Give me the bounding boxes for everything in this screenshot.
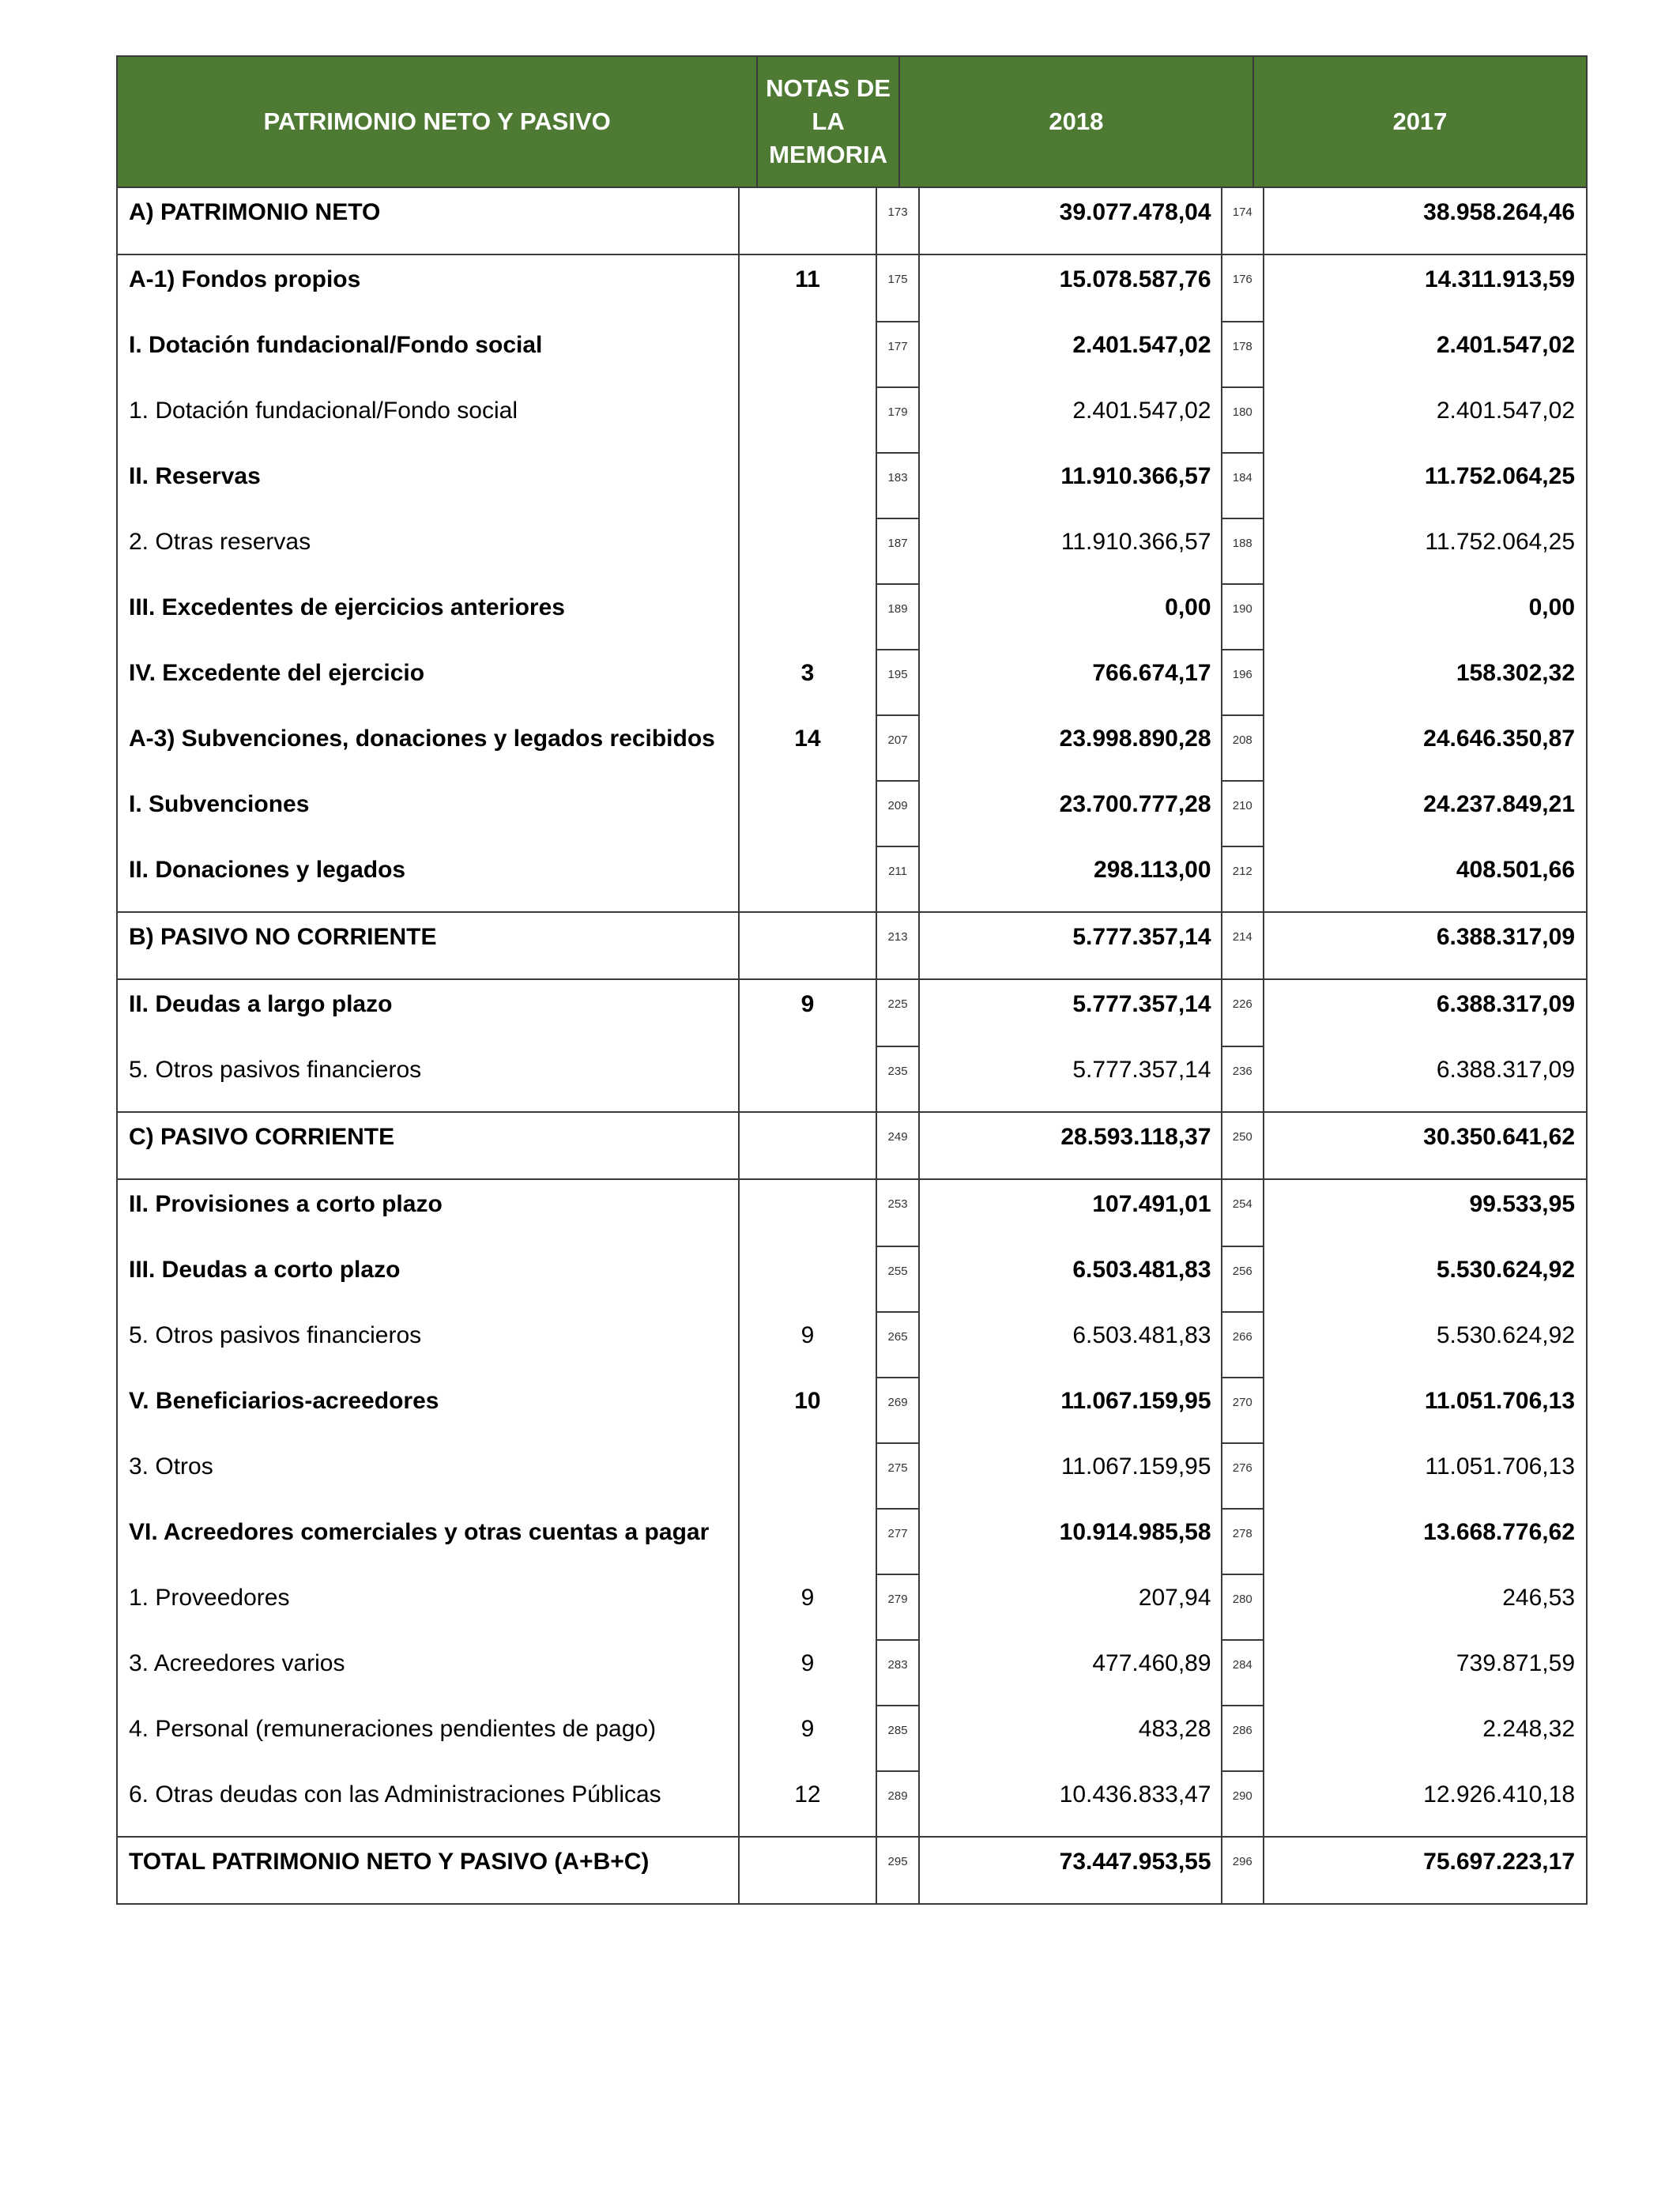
header-notes: NOTAS DE LA MEMORIA xyxy=(758,57,900,187)
row-label: B) PASIVO NO CORRIENTE xyxy=(118,913,740,978)
table-row xyxy=(118,980,1586,1046)
row-note: 9 xyxy=(740,1639,878,1705)
row-amount-2018: 766.674,17 xyxy=(920,649,1222,714)
row-amount-2018: 0,00 xyxy=(920,583,1222,649)
row-amount-2017: 2.248,32 xyxy=(1482,1716,1576,1742)
row-amount-2018: 23.998.890,28 xyxy=(920,714,1222,780)
row-amount-2017: 158.302,32 xyxy=(1456,660,1576,686)
row-label: III. Deudas a corto plazo xyxy=(118,1246,740,1311)
row-note xyxy=(740,188,878,254)
row-code-2017: 210 xyxy=(1222,780,1264,846)
row-label: III. Excedentes de ejercicios anteriores xyxy=(118,583,740,649)
row-label: 2. Otras reservas xyxy=(118,518,740,583)
table-row xyxy=(118,1311,1586,1377)
row-code-2018: 179 xyxy=(877,386,919,452)
row-amount-2017: 24.237.849,21 xyxy=(1423,791,1576,817)
row-note xyxy=(740,583,878,649)
row-amount-2018: 15.078.587,76 xyxy=(920,255,1222,321)
row-code-2017: 270 xyxy=(1222,1377,1264,1442)
table-row xyxy=(118,714,1586,780)
row-amount-2018: 10.914.985,58 xyxy=(920,1508,1222,1574)
table-row xyxy=(118,188,1586,254)
table-row xyxy=(118,1046,1586,1111)
table-group xyxy=(116,1838,1588,1905)
row-note: 9 xyxy=(740,1574,878,1639)
row-code-2017: 290 xyxy=(1222,1770,1264,1836)
row-amount-2017: 0,00 xyxy=(1528,594,1576,620)
row-note xyxy=(740,846,878,911)
table-row xyxy=(118,452,1586,518)
row-amount-2017: 11.752.064,25 xyxy=(1425,529,1576,555)
row-code-2018: 183 xyxy=(877,452,919,518)
row-code-2018: 173 xyxy=(877,188,919,254)
row-note xyxy=(740,1046,878,1111)
row-amount-2017: 30.350.641,62 xyxy=(1423,1124,1576,1150)
row-code-2018: 277 xyxy=(877,1508,919,1574)
row-amount-2017: 6.388.317,09 xyxy=(1436,991,1576,1017)
table-body xyxy=(116,188,1588,1905)
table-row xyxy=(118,1770,1586,1836)
row-amount-2018: 28.593.118,37 xyxy=(920,1113,1222,1178)
row-note xyxy=(740,452,878,518)
table-row xyxy=(118,649,1586,714)
row-label: II. Provisiones a corto plazo xyxy=(118,1180,740,1246)
row-amount-2017: 408.501,66 xyxy=(1456,857,1576,883)
row-amount-2018: 11.067.159,95 xyxy=(920,1442,1222,1508)
table-row xyxy=(118,846,1586,911)
row-amount-2017: 38.958.264,46 xyxy=(1423,199,1576,225)
row-amount-2018: 23.700.777,28 xyxy=(920,780,1222,846)
table-row xyxy=(118,518,1586,583)
row-amount-2017: 12.926.410,18 xyxy=(1423,1781,1576,1808)
row-amount-2017: 13.668.776,62 xyxy=(1423,1519,1576,1545)
row-code-2017: 226 xyxy=(1222,980,1264,1046)
row-code-2018: 249 xyxy=(877,1113,919,1178)
row-label: 6. Otras deudas con las Administraciones Públicas xyxy=(118,1770,740,1836)
row-note xyxy=(740,1180,878,1246)
row-amount-2017: 11.051.706,13 xyxy=(1425,1453,1576,1480)
row-amount-2018: 73.447.953,55 xyxy=(920,1838,1222,1903)
row-note xyxy=(740,913,878,978)
row-note: 12 xyxy=(740,1770,878,1836)
table-row xyxy=(118,1574,1586,1639)
row-code-2018: 255 xyxy=(877,1246,919,1311)
balance-sheet xyxy=(116,55,1588,1905)
row-amount-2018: 11.910.366,57 xyxy=(920,518,1222,583)
row-code-2017: 286 xyxy=(1222,1705,1264,1770)
row-label: IV. Excedente del ejercicio xyxy=(118,649,740,714)
row-amount-2018: 107.491,01 xyxy=(920,1180,1222,1246)
table-group xyxy=(116,980,1588,1113)
row-note xyxy=(740,518,878,583)
row-amount-2017: 14.311.913,59 xyxy=(1424,266,1576,292)
row-code-2017: 190 xyxy=(1222,583,1264,649)
row-code-2018: 289 xyxy=(877,1770,919,1836)
row-amount-2017: 6.388.317,09 xyxy=(1436,924,1576,950)
row-note: 3 xyxy=(740,649,878,714)
row-label: 1. Proveedores xyxy=(118,1574,740,1639)
row-code-2017: 184 xyxy=(1222,452,1264,518)
row-code-2018: 211 xyxy=(877,846,919,911)
row-code-2017: 196 xyxy=(1222,649,1264,714)
row-code-2017: 266 xyxy=(1222,1311,1264,1377)
table-row xyxy=(118,1639,1586,1705)
row-label: II. Donaciones y legados xyxy=(118,846,740,911)
row-code-2018: 225 xyxy=(877,980,919,1046)
row-code-2018: 177 xyxy=(877,321,919,386)
row-label: C) PASIVO CORRIENTE xyxy=(118,1113,740,1178)
row-note xyxy=(740,780,878,846)
row-note xyxy=(740,321,878,386)
row-code-2017: 214 xyxy=(1222,913,1264,978)
row-note: 9 xyxy=(740,1311,878,1377)
table-header xyxy=(116,55,1588,188)
table-group xyxy=(116,188,1588,255)
row-code-2018: 279 xyxy=(877,1574,919,1639)
row-code-2017: 278 xyxy=(1222,1508,1264,1574)
row-code-2017: 250 xyxy=(1222,1113,1264,1178)
header-concept: PATRIMONIO NETO Y PASIVO xyxy=(118,57,758,187)
row-code-2018: 195 xyxy=(877,649,919,714)
row-label: 1. Dotación fundacional/Fondo social xyxy=(118,386,740,452)
row-label: A-3) Subvenciones, donaciones y legados recibidos xyxy=(118,714,740,780)
row-amount-2017: 6.388.317,09 xyxy=(1436,1057,1576,1083)
row-amount-2018: 5.777.357,14 xyxy=(920,913,1222,978)
row-amount-2018: 2.401.547,02 xyxy=(920,321,1222,386)
table-group xyxy=(116,1180,1588,1838)
row-code-2017: 256 xyxy=(1222,1246,1264,1311)
row-code-2018: 187 xyxy=(877,518,919,583)
row-note xyxy=(740,1508,878,1574)
row-code-2017: 296 xyxy=(1222,1838,1264,1903)
row-label: 3. Otros xyxy=(118,1442,740,1508)
row-amount-2017: 739.871,59 xyxy=(1456,1650,1576,1676)
row-note xyxy=(740,1246,878,1311)
row-amount-2017: 75.697.223,17 xyxy=(1423,1849,1576,1875)
row-note: 14 xyxy=(740,714,878,780)
row-note xyxy=(740,1442,878,1508)
row-code-2018: 207 xyxy=(877,714,919,780)
table-group xyxy=(116,1113,1588,1180)
row-code-2017: 284 xyxy=(1222,1639,1264,1705)
row-code-2018: 275 xyxy=(877,1442,919,1508)
row-label: V. Beneficiarios-acreedores xyxy=(118,1377,740,1442)
row-code-2018: 213 xyxy=(877,913,919,978)
table-group xyxy=(116,255,1588,913)
table-row xyxy=(118,1113,1586,1178)
table-row xyxy=(118,1377,1586,1442)
row-note xyxy=(740,386,878,452)
row-note xyxy=(740,1838,878,1903)
row-amount-2018: 2.401.547,02 xyxy=(920,386,1222,452)
row-code-2018: 253 xyxy=(877,1180,919,1246)
table-row xyxy=(118,780,1586,846)
row-amount-2018: 39.077.478,04 xyxy=(920,188,1222,254)
row-note: 11 xyxy=(740,255,878,321)
row-label: A) PATRIMONIO NETO xyxy=(118,188,740,254)
table-row xyxy=(118,1180,1586,1246)
row-label: II. Reservas xyxy=(118,452,740,518)
row-amount-2018: 10.436.833,47 xyxy=(920,1770,1222,1836)
row-code-2018: 285 xyxy=(877,1705,919,1770)
row-amount-2018: 6.503.481,83 xyxy=(920,1246,1222,1311)
row-code-2018: 175 xyxy=(877,255,919,321)
row-amount-2018: 477.460,89 xyxy=(920,1639,1222,1705)
row-amount-2017: 2.401.547,02 xyxy=(1436,332,1576,358)
row-amount-2017: 11.752.064,25 xyxy=(1424,463,1576,489)
row-amount-2017: 5.530.624,92 xyxy=(1436,1257,1576,1283)
row-note xyxy=(740,1113,878,1178)
row-label: 4. Personal (remuneraciones pendientes de pago) xyxy=(118,1705,740,1770)
row-code-2018: 283 xyxy=(877,1639,919,1705)
row-note: 9 xyxy=(740,1705,878,1770)
header-2017: 2017 xyxy=(1392,107,1448,136)
row-code-2017: 276 xyxy=(1222,1442,1264,1508)
row-code-2017: 236 xyxy=(1222,1046,1264,1111)
row-note: 9 xyxy=(740,980,878,1046)
row-amount-2017: 24.646.350,87 xyxy=(1423,726,1576,752)
row-code-2017: 254 xyxy=(1222,1180,1264,1246)
row-amount-2018: 5.777.357,14 xyxy=(920,980,1222,1046)
row-code-2018: 189 xyxy=(877,583,919,649)
row-label: VI. Acreedores comerciales y otras cuentas a pagar xyxy=(118,1508,740,1574)
row-amount-2017: 11.051.706,13 xyxy=(1424,1388,1576,1414)
row-amount-2018: 11.910.366,57 xyxy=(920,452,1222,518)
row-amount-2018: 483,28 xyxy=(920,1705,1222,1770)
row-code-2017: 188 xyxy=(1222,518,1264,583)
row-code-2017: 212 xyxy=(1222,846,1264,911)
row-label: TOTAL PATRIMONIO NETO Y PASIVO (A+B+C) xyxy=(118,1838,740,1903)
row-label: II. Deudas a largo plazo xyxy=(118,980,740,1046)
table-row xyxy=(118,386,1586,452)
row-amount-2017: 99.533,95 xyxy=(1469,1191,1576,1217)
row-code-2017: 176 xyxy=(1222,255,1264,321)
row-label: A-1) Fondos propios xyxy=(118,255,740,321)
row-code-2018: 209 xyxy=(877,780,919,846)
table-row xyxy=(118,1508,1586,1574)
table-row xyxy=(118,255,1586,321)
table-row xyxy=(118,1705,1586,1770)
row-amount-2017: 2.401.547,02 xyxy=(1436,398,1576,424)
table-row xyxy=(118,321,1586,386)
row-code-2018: 265 xyxy=(877,1311,919,1377)
row-amount-2018: 6.503.481,83 xyxy=(920,1311,1222,1377)
table-group xyxy=(116,913,1588,980)
row-note: 10 xyxy=(740,1377,878,1442)
row-amount-2017: 5.530.624,92 xyxy=(1436,1322,1576,1348)
row-code-2017: 208 xyxy=(1222,714,1264,780)
row-label: 3. Acreedores varios xyxy=(118,1639,740,1705)
row-code-2017: 178 xyxy=(1222,321,1264,386)
row-label: 5. Otros pasivos financieros xyxy=(118,1046,740,1111)
table-row xyxy=(118,583,1586,649)
row-label: I. Subvenciones xyxy=(118,780,740,846)
row-amount-2018: 207,94 xyxy=(920,1574,1222,1639)
row-code-2017: 180 xyxy=(1222,386,1264,452)
row-code-2018: 269 xyxy=(877,1377,919,1442)
row-label: 5. Otros pasivos financieros xyxy=(118,1311,740,1377)
table-row xyxy=(118,913,1586,978)
row-code-2018: 295 xyxy=(877,1838,919,1903)
row-code-2017: 280 xyxy=(1222,1574,1264,1639)
row-code-2017: 174 xyxy=(1222,188,1264,254)
row-amount-2018: 11.067.159,95 xyxy=(920,1377,1222,1442)
row-code-2018: 235 xyxy=(877,1046,919,1111)
table-row xyxy=(118,1838,1586,1903)
header-2018: 2018 xyxy=(900,57,1254,187)
row-amount-2017: 246,53 xyxy=(1502,1585,1576,1611)
row-amount-2018: 5.777.357,14 xyxy=(920,1046,1222,1111)
table-row xyxy=(118,1442,1586,1508)
table-row xyxy=(118,1246,1586,1311)
row-label: I. Dotación fundacional/Fondo social xyxy=(118,321,740,386)
row-amount-2018: 298.113,00 xyxy=(920,846,1222,911)
